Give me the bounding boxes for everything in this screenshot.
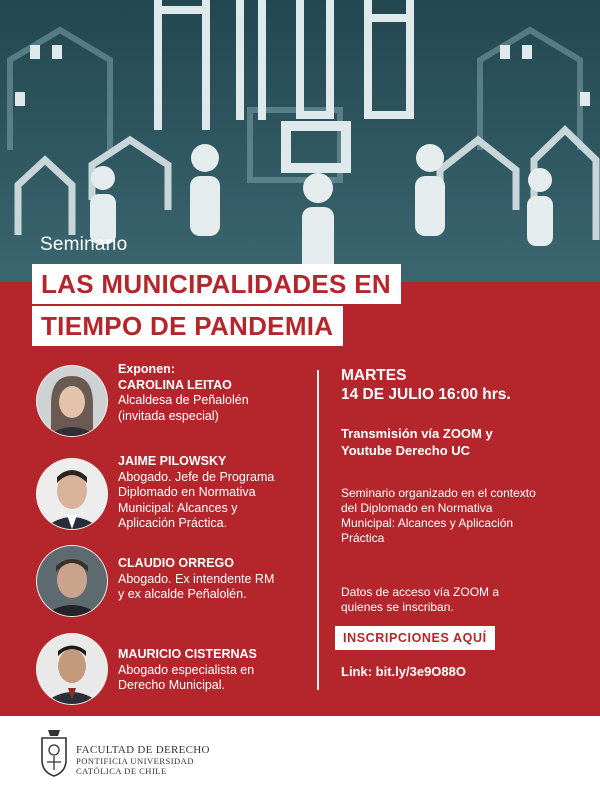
institution-name xyxy=(76,744,210,776)
access-info: Datos de acceso vía ZOOM a quienes se inscriban. xyxy=(341,585,500,614)
speaker-avatar-jaime xyxy=(36,458,108,530)
person-photo-icon xyxy=(37,366,107,436)
context-info: Seminario organizado en el contexto del Diplomado en Normativa Municipal: Alcances y Aplicación Práctica xyxy=(341,486,536,545)
speaker-description: Abogado. Jefe de Programa Diplomado en Normativa Municipal: Alcances y Aplicación Práctica. xyxy=(118,469,275,530)
event-date-time: 14 DE JULIO 16:00 hrs. xyxy=(341,386,511,403)
registration-link[interactable]: Link: bit.ly/3e9O88O xyxy=(341,664,466,679)
event-date xyxy=(341,366,581,404)
university-name: PONTIFICIA UNIVERSIDAD xyxy=(76,756,194,766)
speaker-description: Alcaldesa de Peñalolén (invitada especial) xyxy=(118,393,249,423)
speaker-block-mauricio xyxy=(118,647,318,694)
speaker-name: MAURICIO CISTERNAS xyxy=(118,647,257,661)
faculty-name: FACULTAD DE DERECHO xyxy=(76,744,210,756)
person-photo-icon xyxy=(37,634,107,704)
stream-info: Transmisión vía ZOOM y Youtube Derecho UC xyxy=(341,426,493,458)
event-day: MARTES xyxy=(341,367,407,384)
speaker-block-claudio xyxy=(118,556,318,603)
title-line-1: LAS MUNICIPALIDADES EN xyxy=(32,264,401,304)
speaker-avatar-mauricio xyxy=(36,633,108,705)
speakers-heading: Exponen: xyxy=(118,362,175,376)
title-line-2: TIEMPO DE PANDEMIA xyxy=(32,306,343,346)
person-photo-icon xyxy=(37,546,107,616)
speaker-description: Abogado. Ex intendente RM y ex alcalde Peñalolén. xyxy=(118,571,275,601)
university-country: CATÓLICA DE CHILE xyxy=(76,766,167,776)
hero-illustration xyxy=(0,0,600,282)
speaker-block-jaime xyxy=(118,454,318,532)
event-type-label: Seminario xyxy=(40,234,128,255)
speaker-name: CAROLINA LEITAO xyxy=(118,377,232,392)
speaker-name: JAIME PILOWSKY xyxy=(118,454,227,468)
person-photo-icon xyxy=(37,459,107,529)
speaker-avatar-carolina xyxy=(36,365,108,437)
speaker-name: CLAUDIO ORREGO xyxy=(118,556,234,570)
speaker-avatar-claudio xyxy=(36,545,108,617)
column-divider xyxy=(317,370,319,690)
footer xyxy=(0,716,600,800)
university-crest-icon xyxy=(38,728,70,778)
speaker-description: Abogado especialista en Derecho Municipal. xyxy=(118,662,255,692)
register-button[interactable]: INSCRIPCIONES AQUÍ xyxy=(335,626,495,650)
speaker-block-carolina xyxy=(118,362,318,424)
